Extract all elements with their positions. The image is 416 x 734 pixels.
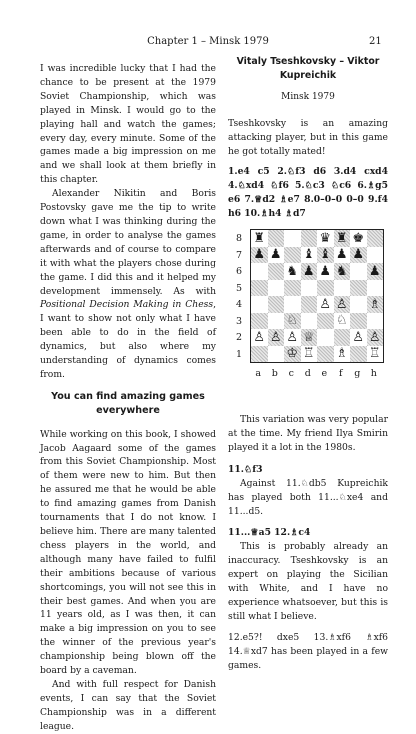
board-square	[301, 247, 318, 264]
file-label: d	[304, 368, 311, 380]
rank-label: 7	[235, 249, 243, 261]
paragraph: This is probably already an inaccuracy. Tseshkovsky is an expert on playing the Sicilian with White, and I have no experience whatsoever, but this is still what I believe.	[228, 541, 388, 622]
board-square	[301, 346, 318, 363]
paragraph: And with full respect for Danish events, I can say that the Soviet Championship was in a different league.	[40, 678, 216, 732]
board-square	[284, 280, 301, 297]
chess-piece: ♙	[286, 329, 299, 345]
board-square	[317, 296, 334, 313]
board-square	[334, 247, 351, 264]
board-square	[251, 296, 268, 313]
right-column	[228, 55, 388, 672]
chess-piece: ♙	[269, 329, 282, 345]
chess-piece: ♛	[319, 230, 332, 246]
chess-piece: ♙	[253, 329, 266, 345]
board-square	[367, 247, 384, 264]
paragraph: While working on this book, I showed Jacob Aagaard some of the games from this Soviet Championship. Most of them were new to him. But then he assured me that he would be able to find amazing games from Danish tournaments that I do not know. I believe him. There are many talented chess players in the world, and although many have failed to fulfil their ambitions because of various shortcomings, you will not see this in their best games. And when you are 11 years old, as I was then, it can make a big impression on you to see the winner of the previous year's championship being blown off the board by a caveman.	[40, 428, 216, 677]
chess-piece: ♟	[368, 263, 381, 279]
chess-piece: ♙	[335, 296, 348, 312]
board-square	[301, 329, 318, 346]
board-square	[317, 247, 334, 264]
paragraph: 12.e5?! dxe5 13.♗xf6 ♗xf6 14.♕xd7 has been played in a few games.	[228, 631, 388, 671]
board-square	[268, 296, 285, 313]
board-square	[268, 247, 285, 264]
board-square	[317, 313, 334, 330]
paragraph: Alexander Nikitin and Boris Postovsky gave me the tip to write down what I was thinking during the game, in order to analyse the games afterwards and of course to compare it with what the players chose during the game. I did this and it helped my development immensely. As with Positional Decision Making in Chess, I want to show not only what I have been able to do in the field of dynamics, but also where my understanding of dynamics comes from.	[40, 188, 216, 380]
board-square	[334, 296, 351, 313]
file-labels	[250, 367, 382, 381]
board-square	[301, 313, 318, 330]
paragraph: Tseshkovsky is an amazing attacking player, but in this game he got totally mated!	[228, 117, 388, 157]
chess-piece: ♘	[335, 313, 348, 329]
chess-piece: ♘	[286, 313, 299, 329]
rank-label: 5	[235, 282, 243, 294]
board-square	[350, 247, 367, 264]
chess-piece: ♙	[319, 296, 332, 312]
board-square	[350, 263, 367, 280]
rank-label: 3	[235, 315, 243, 327]
board-square	[367, 230, 384, 247]
board-square	[367, 329, 384, 346]
board-square	[268, 263, 285, 280]
board-square	[251, 263, 268, 280]
file-label: h	[370, 368, 377, 380]
paragraph: This variation was very popular at the time. My friend Ilya Smirin played it a lot in the 1980s.	[228, 414, 388, 453]
board-square	[317, 230, 334, 247]
chess-piece: ♗	[335, 346, 348, 362]
board-square	[301, 296, 318, 313]
board-square	[268, 313, 285, 330]
board-square	[251, 247, 268, 264]
board-square	[334, 346, 351, 363]
board-square	[350, 296, 367, 313]
board-square	[284, 247, 301, 264]
board-square	[301, 280, 318, 297]
board-square	[251, 230, 268, 247]
page-number: 21	[369, 36, 382, 47]
chess-piece: ♞	[286, 263, 299, 279]
file-label: f	[338, 368, 343, 380]
rank-label: 1	[235, 348, 243, 360]
file-label: a	[255, 368, 262, 380]
section-heading: You can find amazing games everywhere	[51, 390, 205, 416]
board-square	[317, 346, 334, 363]
chess-piece: ♟	[302, 263, 315, 279]
board-square	[284, 296, 301, 313]
board-square	[284, 230, 301, 247]
chess-piece: ♟	[335, 247, 348, 263]
board-square	[334, 313, 351, 330]
left-column	[40, 62, 216, 734]
move-heading: 11.♘f3	[228, 463, 263, 475]
chess-piece: ♟	[352, 247, 365, 263]
chess-piece: ♕	[302, 329, 315, 345]
board-square	[268, 280, 285, 297]
board-square	[350, 313, 367, 330]
board-square	[284, 329, 301, 346]
chess-piece: ♝	[319, 247, 332, 263]
board-square	[367, 313, 384, 330]
game-moves: 1.e4 c5 2.♘f3 d6 3.d4 cxd4 4.♘xd4 ♘f6 5.♘c3 ♘c6 6.♗g5 e6 7.♕d2 ♗e7 8.0–0–0 0–0 9.f4 h6 10.♗h4 ♗d7	[228, 166, 388, 220]
chess-piece: ♖	[368, 346, 381, 362]
chess-piece: ♜	[335, 230, 348, 246]
running-header: Chapter 1 – Minsk 1979	[147, 36, 269, 47]
board-square	[317, 329, 334, 346]
paragraph: I was incredible lucky that I had the chance to be present at the 1979 Soviet Championship, which was played in Minsk. I would go to the playing hall and watch the games; every day, every minute. Some of the games made a big impression on me and we shall look at them briefly in this chapter.	[40, 63, 216, 186]
rank-label: 6	[235, 266, 243, 278]
paragraph: Against 11.♘db5 Kupreichik has played both 11...♘xe4 and 11...d5.	[228, 477, 388, 517]
board-square	[268, 230, 285, 247]
chess-piece: ♝	[302, 247, 315, 263]
board-square	[284, 346, 301, 363]
board-square	[367, 346, 384, 363]
board-square	[301, 230, 318, 247]
chess-diagram	[234, 229, 384, 407]
board-square	[334, 329, 351, 346]
board-square	[317, 263, 334, 280]
board-square	[284, 263, 301, 280]
board-square	[268, 329, 285, 346]
board-square	[334, 263, 351, 280]
board-square	[251, 346, 268, 363]
chess-piece: ♟	[253, 247, 266, 263]
rank-label: 4	[235, 299, 243, 311]
game-title: Vitaly Tseshkovsky – Viktor Kupreichik	[236, 56, 380, 81]
chess-piece: ♙	[368, 329, 381, 345]
board-square	[317, 280, 334, 297]
chess-board	[250, 229, 384, 363]
file-label: g	[354, 368, 361, 380]
board-square	[350, 280, 367, 297]
board-square	[367, 263, 384, 280]
rank-label: 8	[235, 233, 243, 245]
chess-piece: ♟	[319, 263, 332, 279]
move-heading: 11...♕a5 12.♗c4	[228, 527, 311, 539]
board-square	[350, 346, 367, 363]
chess-piece: ♟	[269, 247, 282, 263]
chess-piece: ♙	[352, 329, 365, 345]
board-square	[251, 280, 268, 297]
board-square	[334, 230, 351, 247]
board-square	[251, 329, 268, 346]
game-subtitle: Minsk 1979	[281, 91, 335, 102]
board-square	[334, 280, 351, 297]
board-square	[251, 313, 268, 330]
board-square	[367, 296, 384, 313]
board-square	[301, 263, 318, 280]
chess-piece: ♜	[253, 230, 266, 246]
board-square	[284, 313, 301, 330]
board-square	[367, 280, 384, 297]
board-square	[268, 346, 285, 363]
chess-piece: ♖	[302, 346, 315, 362]
file-label: c	[288, 368, 294, 380]
board-square	[350, 230, 367, 247]
board-square	[350, 329, 367, 346]
rank-label: 2	[235, 332, 243, 344]
file-label: b	[271, 368, 278, 380]
chess-piece: ♔	[286, 346, 299, 362]
chess-piece: ♗	[368, 296, 381, 312]
file-label: e	[321, 368, 328, 380]
chess-piece: ♞	[335, 263, 348, 279]
chess-piece: ♚	[352, 230, 365, 246]
rank-labels	[234, 231, 244, 363]
